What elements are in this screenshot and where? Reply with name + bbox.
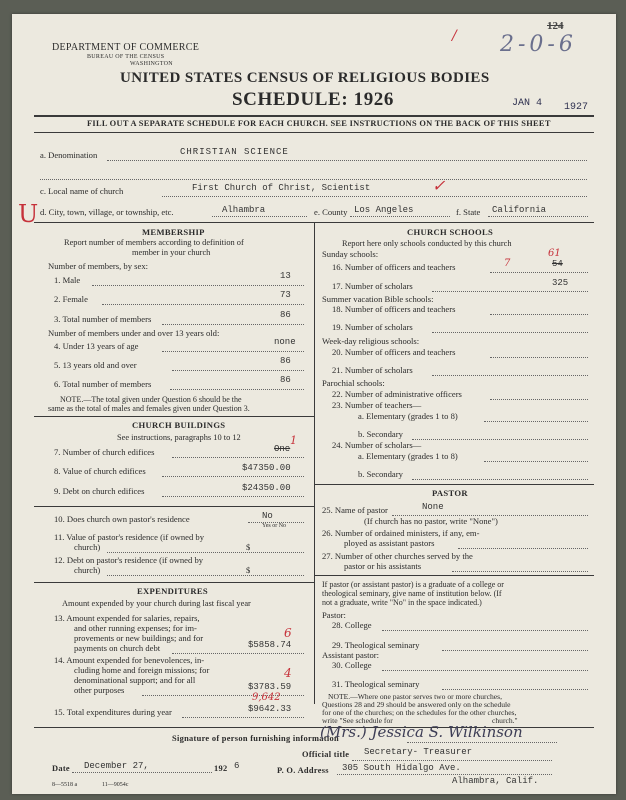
q13-label-1: 13. Amount expended for salaries, repairs,: [54, 613, 200, 623]
q24b-label: b. Secondary: [358, 469, 403, 479]
city-label: d. City, town, village, or township, etc.: [40, 207, 174, 217]
official-title-label: Official title: [302, 750, 350, 759]
q16-label: 16. Number of officers and teachers: [332, 262, 456, 272]
q25-label: 25. Name of pastor: [322, 505, 388, 515]
q6-value: 86: [280, 375, 291, 385]
city-value: Alhambra: [222, 205, 266, 215]
margin-mark: U: [18, 200, 39, 228]
graduate-note-1: If pastor (or assistant pastor) is a graduate of a college or: [322, 580, 504, 589]
q7-red-mark: 1: [290, 434, 297, 447]
date-label: Date: [52, 764, 70, 773]
bureau-label: BUREAU OF THE CENSUS: [87, 54, 165, 60]
po-address-city: Alhambra, Calif.: [452, 776, 539, 786]
pastor-note-5: church.": [492, 716, 518, 725]
weekday-schools-label: Week-day religious schools:: [322, 336, 420, 346]
q1-value: 13: [280, 271, 291, 281]
q4-value: none: [274, 337, 296, 347]
graduate-note-3: not a graduate, write "No" in the space indicated.): [322, 598, 482, 607]
official-title-value: Secretary- Treasurer: [364, 747, 473, 757]
expenditures-heading: EXPENDITURES: [137, 586, 208, 596]
q1-label: 1. Male: [54, 275, 81, 285]
q21-label: 21. Number of scholars: [332, 365, 413, 375]
q24-label: 24. Number of scholars—: [332, 440, 422, 450]
q27-label-2: pastor or his assistants: [344, 561, 422, 571]
q15-red-mark: 9,642: [252, 692, 281, 703]
membership-note-1: NOTE.—The total given under Question 6 should be the: [60, 395, 242, 404]
church-name-value: First Church of Christ, Scientist: [192, 183, 371, 193]
buildings-heading: CHURCH BUILDINGS: [132, 420, 226, 430]
q14-value: $3783.59: [248, 682, 292, 692]
red-check-mark: /: [452, 28, 457, 44]
q14-label-3: denominational support; and for all: [74, 675, 196, 685]
year-prefix: 192: [214, 764, 228, 773]
q9-value: $24350.00: [242, 483, 291, 493]
schools-heading: CHURCH SCHOOLS: [407, 227, 494, 237]
q13-label-4: payments on church debt: [74, 643, 161, 653]
membership-intro-2: member in your church: [132, 248, 211, 257]
q2-label: 2. Female: [54, 294, 88, 304]
q7-label: 7. Number of church edifices: [54, 447, 155, 457]
q6-label: 6. Total number of members: [54, 379, 152, 389]
q17-value: 325: [552, 278, 569, 288]
q23b-label: b. Secondary: [358, 429, 403, 439]
q8-value: $47350.00: [242, 463, 291, 473]
q14-label-2: cluding home and foreign missions; for: [74, 665, 210, 675]
membership-heading: MEMBERSHIP: [142, 227, 205, 237]
q15-label: 15. Total expenditures during year: [54, 707, 172, 717]
q23a-label: a. Elementary (grades 1 to 8): [358, 411, 458, 421]
q19-label: 19. Number of scholars: [332, 322, 413, 332]
washington-label: WASHINGTON: [130, 61, 173, 67]
q5-value: 86: [280, 356, 291, 366]
q12-label-2: church): [74, 565, 101, 575]
po-address-label: P. O. Address: [277, 766, 329, 775]
q16-red-mark: 61: [548, 248, 561, 259]
department-label: DEPARTMENT OF COMMERCE: [52, 42, 200, 53]
q3-label: 3. Total number of members: [54, 314, 152, 324]
q3-value: 86: [280, 310, 291, 320]
parochial-schools-label: Parochial schools:: [322, 378, 385, 388]
hand-code: 2-0-6: [500, 32, 577, 57]
q16-red-mark-2: 7: [504, 258, 511, 269]
church-name-label: c. Local name of church: [40, 186, 124, 196]
q17-label: 17. Number of scholars: [332, 281, 413, 291]
q26-label-2: ployed as assistant pastors: [344, 538, 435, 548]
q18-label: 18. Number of officers and teachers: [332, 304, 456, 314]
q15-value: $9642.33: [248, 704, 292, 714]
q14-label-1: 14. Amount expended for benevolences, in-: [54, 655, 205, 665]
po-address-value: 305 South Hidalgo Ave.: [342, 763, 461, 773]
membership-note-2: same as the total of males and females given under Question 3.: [48, 404, 250, 413]
q13-value: $5858.74: [248, 640, 292, 650]
q25-value: None: [422, 502, 444, 512]
q10-label: 10. Does church own pastor's residence: [54, 514, 190, 524]
denomination-label: a. Denomination: [40, 150, 98, 160]
buildings-subheading: See instructions, paragraphs 10 to 12: [117, 433, 241, 442]
q30-label: 30. College: [332, 660, 372, 670]
pastor-heading: PASTOR: [432, 488, 468, 498]
q12-value: $: [246, 565, 251, 575]
q14-label-4: other purposes: [74, 685, 125, 695]
vacation-schools-label: Summer vacation Bible schools:: [322, 294, 434, 304]
assistant-pastor-label: Assistant pastor:: [322, 650, 380, 660]
q9-label: 9. Debt on church edifices: [54, 486, 145, 496]
form-number-2: 11—9054c: [102, 782, 129, 788]
date-stamp-day: JAN 4: [512, 98, 543, 109]
q11-label-1: 11. Value of pastor's residence (if owned by: [54, 532, 204, 542]
q28-label: 28. College: [332, 620, 372, 630]
signature-label: Signature of person furnishing information: [172, 734, 339, 743]
pastor-note-1: NOTE.—Where one pastor serves two or more churches,: [328, 692, 502, 701]
date-stamp-year: 1927: [564, 102, 589, 113]
expenditures-subheading: Amount expended by your church during last fiscal year: [62, 599, 251, 608]
schedule-title: SCHEDULE: 1926: [232, 89, 395, 110]
pastor-sub-label: Pastor:: [322, 610, 346, 620]
q20-label: 20. Number of officers and teachers: [332, 347, 456, 357]
form-title: UNITED STATES CENSUS OF RELIGIOUS BODIES: [120, 70, 490, 86]
county-label: e. County: [314, 207, 348, 217]
graduate-note-2: theological seminary, give name of institution below. (If: [322, 589, 502, 598]
q16-value: 54: [552, 259, 563, 269]
census-schedule-form: [12, 14, 616, 794]
year-value: 6: [234, 761, 240, 771]
q2-value: 73: [280, 290, 291, 300]
q7-value: One: [274, 444, 291, 454]
signature-value: (Mrs.) Jessica S. Wilkinson: [320, 723, 523, 741]
q14-red-mark: 4: [284, 666, 292, 680]
age-label: Number of members under and over 13 years old:: [48, 328, 220, 338]
q4-label: 4. Under 13 years of age: [54, 341, 139, 351]
sunday-schools-label: Sunday schools:: [322, 249, 379, 259]
red-check-mark: ✓: [432, 176, 446, 195]
denomination-value: CHRISTIAN SCIENCE: [180, 147, 289, 157]
pastor-note-3: for one of the churches; on the schedules for the other churches,: [322, 708, 517, 717]
q8-label: 8. Value of church edifices: [54, 466, 146, 476]
q31-label: 31. Theological seminary: [332, 679, 420, 689]
q13-red-mark: 6: [284, 626, 292, 640]
county-value: Los Angeles: [354, 205, 414, 215]
q5-label: 5. 13 years old and over: [54, 360, 137, 370]
stamp-number: 124: [547, 20, 564, 32]
q22-label: 22. Number of administrative officers: [332, 389, 462, 399]
q24a-label: a. Elementary (grades 1 to 8): [358, 451, 458, 461]
state-label: f. State: [456, 207, 481, 217]
q10-value: No: [262, 511, 273, 521]
date-value: December 27,: [84, 761, 149, 771]
q11-value: $: [246, 542, 251, 552]
q25-hint: (If church has no pastor, write "None"): [364, 516, 498, 526]
form-number: 8—5518 a: [52, 782, 78, 788]
membership-intro-1: Report number of members according to definition of: [64, 238, 244, 247]
q29-label: 29. Theological seminary: [332, 640, 420, 650]
q27-label-1: 27. Number of other churches served by the: [322, 551, 473, 561]
schools-subheading: Report here only schools conducted by this church: [342, 239, 512, 248]
q26-label-1: 26. Number of ordained ministers, if any, em-: [322, 528, 480, 538]
q13-label-3: provements or new buildings; and for: [74, 633, 204, 643]
q11-label-2: church): [74, 542, 101, 552]
pastor-note-2: Questions 28 and 29 should be answered only on the schedule: [322, 700, 511, 709]
q13-label-2: and other running expenses; for im-: [74, 623, 197, 633]
q10-hint: Yes or No: [262, 523, 287, 529]
state-value: California: [492, 205, 547, 215]
q12-label-1: 12. Debt on pastor's residence (if owned by: [54, 555, 204, 565]
instruction-banner: FILL OUT A SEPARATE SCHEDULE FOR EACH CHURCH. SEE INSTRUCTIONS ON THE BACK OF THIS SHEET: [87, 119, 551, 128]
members-by-sex-label: Number of members, by sex:: [48, 261, 148, 271]
q23-label: 23. Number of teachers—: [332, 400, 422, 410]
pastor-note-4: write "See schedule for: [322, 716, 393, 725]
